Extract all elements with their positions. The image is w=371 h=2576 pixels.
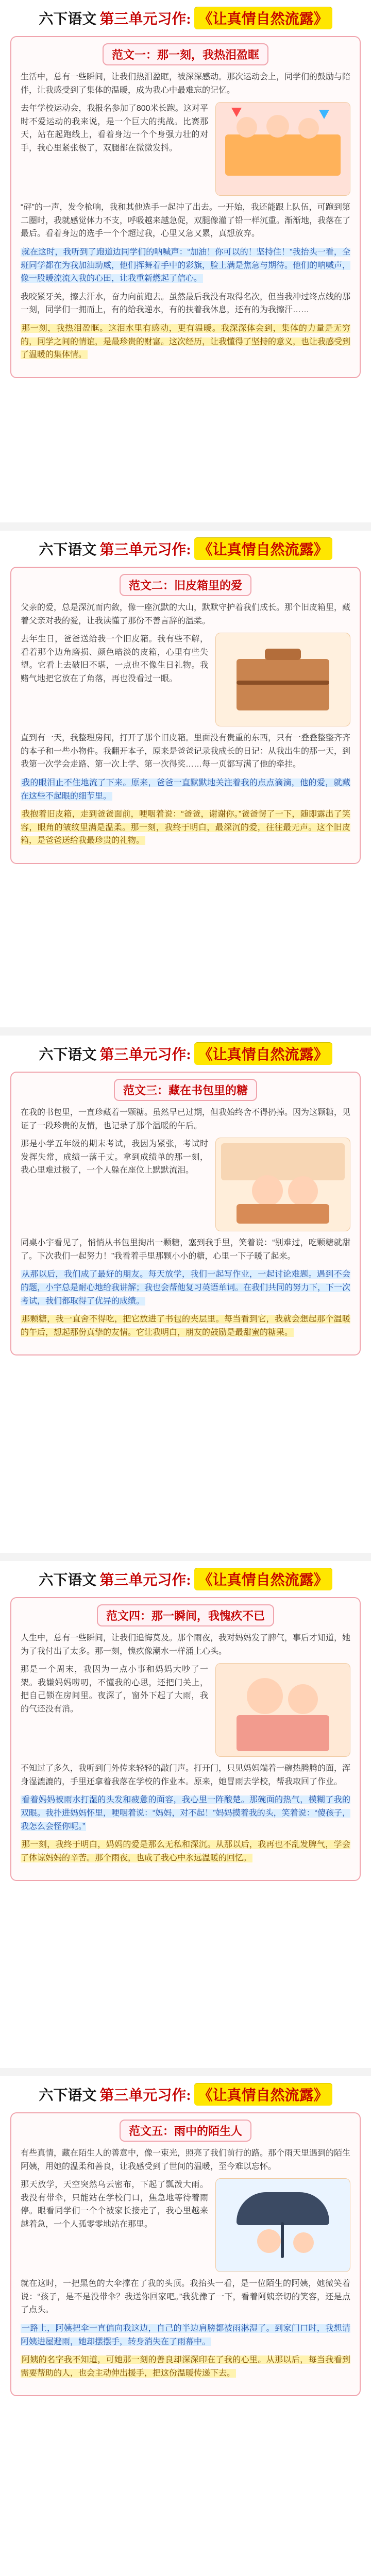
title-hi: 第三单元习作: xyxy=(99,2088,191,2104)
essay3-p2: 那是小学五年级的期末考试，我因为紧张，考试时发挥失常，成绩一落千丈。拿到成绩单的那一刻，我心里难过极了，一个人躲在座位上默默流泪。 xyxy=(21,1140,208,1175)
title-book: 《让真情自然流露》 xyxy=(194,1042,332,1065)
essay4-p4 xyxy=(21,1793,350,1833)
title-pre: 六下语文 xyxy=(39,1572,97,1588)
title-book: 《让真情自然流露》 xyxy=(194,537,332,560)
essay2-p5-highlight: 我抱着旧皮箱，走到爸爸面前，哽咽着说：“爸爸，谢谢你。”爸爸愣了一下，随即露出了笑容，眼角的皱纹里满是温柔。那一刻，我终于明白，最深沉的爱，往往最无声。这个旧皮箱，是爸爸送给我最珍贵的礼物。 xyxy=(21,810,350,845)
essay-box-3 xyxy=(10,1072,361,1355)
rain-illustration xyxy=(215,2178,350,2272)
essay2-text-col xyxy=(21,633,208,690)
essay5-p1: 有些真情，藏在陌生人的善意中，像一束光，照亮了我们前行的路。那个雨天里遇到的陌生阿姨，用她的温柔和善良，让我感受到了世间的温暖，至今难以忘怀。 xyxy=(21,2149,351,2171)
essay1-text-col xyxy=(21,102,208,160)
essay-label-5: 范文五：雨中的陌生人 xyxy=(21,2120,350,2142)
essay-box-2 xyxy=(10,567,361,864)
essay1-p5: 我咬紧牙关，擦去汗水，奋力向前跑去。虽然最后我没有取得名次，但当我冲过终点线的那一刻，同学们一拥而上，有的给我递水，有的扶着我休息，还有的为我擦汗…… xyxy=(21,292,351,315)
essay3-p4 xyxy=(21,1268,350,1308)
title-book: 《让真情自然流露》 xyxy=(194,1568,332,1590)
essay1-p2: 去年学校运动会，我报名参加了800米长跑。这对平时不爱运动的我来说，是一个巨大的挑战。比赛那天，站在起跑线上，看着身边一个个身强力壮的对手，我心里紧张极了，双腿都在微微发抖。 xyxy=(21,104,208,152)
title-pre: 六下语文 xyxy=(39,11,97,27)
essay4-p1: 人生中，总有一些瞬间，让我们追悔莫及。那个雨夜，我对妈妈发了脾气，事后才知道，她为了我付出了太多。那一刻，愧疚像潮水一样涌上心头。 xyxy=(21,1634,351,1656)
essay-box-5 xyxy=(10,2112,361,2396)
essay-box-4 xyxy=(10,1597,361,1881)
essay2-image-row xyxy=(21,633,350,726)
essay1-p3: “砰”的一声，发令枪响，我和其他选手一起冲了出去。一开始，我还能跟上队伍，可跑到第二圈时，我就感觉体力不支，呼吸越来越急促，双腿像灌了铅一样沉重。渐渐地，我落在了最后。看着身边的选手一个个超过我，心里又急又累，真想放弃。 xyxy=(21,203,351,239)
title-hi: 第三单元习作: xyxy=(99,1572,191,1588)
essay-label-1: 范文一：那一刻，我热泪盈眶 xyxy=(21,43,350,65)
essay2-p3: 直到有一天，我整理房间，打开了那个旧皮箱。里面没有贵重的东西，只有一叠叠整整齐齐的本子和一些小物件。我翻开本子，原来是爸爸记录我成长的日记：从我出生的那一天，到我第一次学会走路、第一次上学、第一次得奖……每一页都写满了他的牵挂。 xyxy=(21,734,351,769)
essay-label-2: 范文二：旧皮箱里的爱 xyxy=(21,574,350,596)
mother-child-illustration xyxy=(215,1663,350,1757)
essay-label-3: 范文三：藏在书包里的糖 xyxy=(21,1079,350,1101)
essay1-p4-highlight: 就在这时，我听到了跑道边同学们的呐喊声：“加油！你可以的！坚持住！”我抬头一看，全班同学都在为我加油助威，他们挥舞着手中的彩旗，脸上满是焦急与期待。他们的呐喊声，像一股暖流流入我的心田，让我重新燃起了信心。 xyxy=(21,247,351,283)
essay2-p2: 去年生日，爸爸送给我一个旧皮箱。我有些不解，看着那个边角磨损、颜色暗淡的皮箱，心里有些失望。它看上去破旧不堪，一点也不像生日礼物。我赌气地把它放在了角落，再也没看过一眼。 xyxy=(21,635,208,683)
classroom-illustration xyxy=(215,1138,350,1231)
essay4-p4-highlight: 看着妈妈被雨水打湿的头发和疲惫的面容，我心里一阵酸楚。那碗面的热气，模糊了我的双眼。我扑进妈妈怀里，哽咽着说：“妈妈，对不起！”妈妈摸着我的头，笑着说：“傻孩子，我怎么会怪你呢。” xyxy=(21,1795,350,1831)
essay4-p5-highlight: 那一刻，我终于明白，妈妈的爱是那么无私和深沉。从那以后，我再也不乱发脾气，学会了体谅妈妈的辛苦。那个雨夜，也成了我心中永远温暖的回忆。 xyxy=(21,1840,350,1862)
title-book: 《让真情自然流露》 xyxy=(194,7,332,29)
essay3-p1: 在我的书包里，一直珍藏着一颗糖。虽然早已过期，但我始终舍不得扔掉。因为这颗糖，见证了一段珍贵的友情，也记录了那个温暖的午后。 xyxy=(21,1108,351,1130)
essay3-p5 xyxy=(21,1313,350,1339)
essay1-p6 xyxy=(21,322,350,362)
section-title-2 xyxy=(0,531,371,567)
essay2-p4 xyxy=(21,776,350,803)
title-hi: 第三单元习作: xyxy=(99,1047,191,1063)
essay4-text-col xyxy=(21,1663,208,1721)
title-pre: 六下语文 xyxy=(39,542,97,558)
title-hi: 第三单元习作: xyxy=(99,542,191,558)
title-hi: 第三单元习作: xyxy=(99,11,191,27)
essay4-p5 xyxy=(21,1838,350,1865)
essay3-p4-highlight: 从那以后，我们成了最好的朋友。每天放学，我们一起写作业，一起讨论难题。遇到不会的题，小宇总是耐心地给我讲解；我也会帮他复习英语单词。在我们共同的努力下，下一次考试，我们都取得了优异的成绩。 xyxy=(21,1270,351,1306)
essay1-p4 xyxy=(21,246,350,285)
suitcase-illustration xyxy=(215,633,350,726)
essay-section-5 xyxy=(0,2076,371,2576)
essay1-p1: 生活中，总有一些瞬间，让我们热泪盈眶，被深深感动。那次运动会上，同学们的鼓励与陪伴，让我感受到了集体的温暖，成为我心中最难忘的记忆。 xyxy=(21,73,351,95)
sports-illustration xyxy=(215,102,350,196)
essay5-p5-highlight: 阿姨的名字我不知道，可她那一刻的善良却深深印在了我的心里。从那以后，每当我看到需要帮助的人，也会主动伸出援手，把这份温暖传递下去。 xyxy=(21,2355,350,2378)
essay1-p6-highlight: 那一刻，我热泪盈眶。这泪水里有感动，更有温暖。我深深体会到，集体的力量是无穷的，同学之间的情谊，是最珍贵的财富。这次经历，让我懂得了坚持的意义，也让我感受到了温暖的集体情。 xyxy=(21,324,351,360)
essay4-p3: 不知过了多久，我听到门外传来轻轻的敲门声。打开门，只见妈妈端着一碗热腾腾的面，浑身湿漉漉的，手里还拿着我落在学校的作业本。原来，她冒雨去学校，帮我取回了作业。 xyxy=(21,1764,351,1786)
essay3-p5-highlight: 那颗糖，我一直舍不得吃，把它放进了书包的夹层里。每当看到它，我就会想起那个温暖的午后，想起那份真挚的友情。它让我明白，朋友的鼓励是最甜蜜的糖果。 xyxy=(21,1315,350,1337)
title-book: 《让真情自然流露》 xyxy=(194,2083,332,2106)
essay-section-3 xyxy=(0,1036,371,1561)
essay4-p2: 那是一个周末，我因为一点小事和妈妈大吵了一架。我嫌妈妈唠叨，不懂我的心思，还把门关上，把自己锁在房间里。夜深了，窗外下起了大雨，我的气还没有消。 xyxy=(21,1665,208,1714)
essay-section-1 xyxy=(0,0,371,531)
essay5-p5 xyxy=(21,2353,350,2380)
section-title-4 xyxy=(0,1561,371,1597)
essay-section-2 xyxy=(0,531,371,1036)
essay-label-4: 范文四：那一瞬间，我愧疚不已 xyxy=(21,1604,350,1626)
section-title-1 xyxy=(0,0,371,36)
essay4-image-row xyxy=(21,1663,350,1757)
section-title-5 xyxy=(0,2076,371,2112)
essay3-image-row xyxy=(21,1138,350,1231)
essay3-text-col xyxy=(21,1138,208,1182)
essay5-p4 xyxy=(21,2322,350,2348)
essay5-p4-highlight: 一路上，阿姨把伞一直偏向我这边，自己的半边肩膀都被雨淋湿了。到家门口时，我想请阿姨进屋避雨，她却摆摆手，转身消失在了雨幕中。 xyxy=(21,2324,350,2346)
section-title-3 xyxy=(0,1036,371,1072)
essay1-image-row xyxy=(21,102,350,196)
essay5-text-col xyxy=(21,2178,208,2236)
essay2-p4-highlight: 我的眼泪止不住地流了下来。原来，爸爸一直默默地关注着我的点点滴滴，他的爱，就藏在这些不起眼的细节里。 xyxy=(21,778,350,801)
essay3-p3: 同桌小宇看见了，悄悄从书包里掏出一颗糖，塞到我手里，笑着说：“别难过，吃颗糖就甜了。下次我们一起努力！”我看着手里那颗小小的糖，心里一下子暖了起来。 xyxy=(21,1239,350,1261)
title-pre: 六下语文 xyxy=(39,2088,97,2104)
essay5-image-row xyxy=(21,2178,350,2272)
title-pre: 六下语文 xyxy=(39,1047,97,1063)
essay2-p5 xyxy=(21,808,350,848)
essay2-p1: 父亲的爱，总是深沉而内敛，像一座沉默的大山，默默守护着我们成长。那个旧皮箱里，藏着父亲对我的爱，让我读懂了那份不善言辞的温柔。 xyxy=(21,603,351,625)
essay5-p3: 就在这时，一把黑色的大伞撑在了我的头顶。我抬头一看，是一位陌生的阿姨，她微笑着说：“孩子，是不是没带伞？我送你回家吧。”我犹豫了一下，看着阿姨亲切的笑容，还是点了点头。 xyxy=(21,2279,350,2315)
essay-section-4 xyxy=(0,1561,371,2076)
essay5-p2: 那天放学，天空突然乌云密布，下起了瓢泼大雨。我没有带伞，只能站在学校门口，焦急地等待着雨停。眼看同学们一个个被家长接走了，我心里越来越着急，一个人孤零零地站在那里。 xyxy=(21,2180,208,2229)
essay-box-1 xyxy=(10,36,361,378)
